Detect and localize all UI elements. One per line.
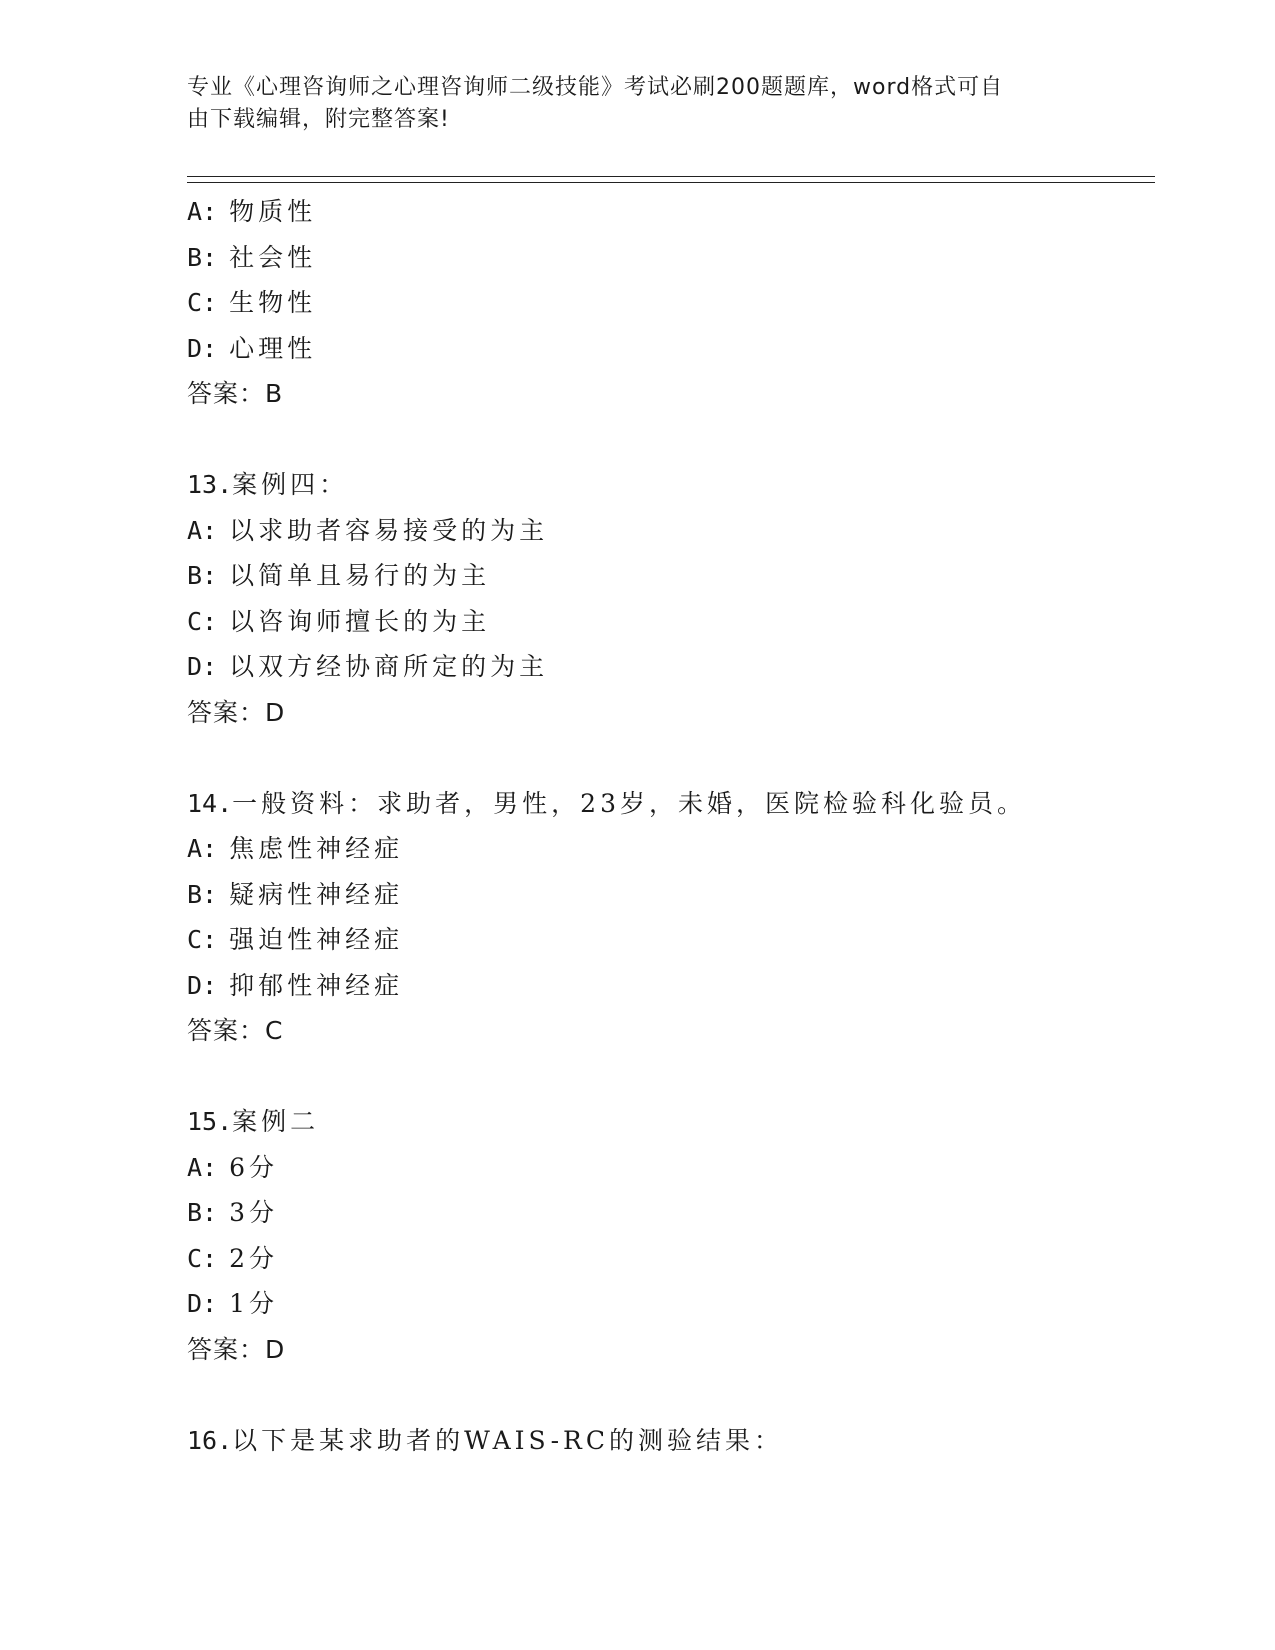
- option-text: 2分: [229, 1243, 278, 1273]
- option-text: 生物性: [229, 288, 317, 317]
- question-number: 13.: [187, 470, 233, 499]
- option-row: [187, 189, 1155, 235]
- option-row: [187, 1236, 1155, 1282]
- question-text: 案例四：: [232, 470, 349, 499]
- option-letter: B:: [187, 242, 218, 272]
- option-text: 以咨询师擅长的为主: [229, 606, 491, 636]
- question-text: 一般资料：求助者，男性，23岁，未婚，医院检验科化验员。: [232, 788, 1026, 818]
- question-list: [187, 189, 1155, 1463]
- spacer: [187, 1054, 1155, 1100]
- option-text: 6分: [229, 1152, 278, 1182]
- question-row: [187, 1418, 1155, 1464]
- answer-row: [187, 1008, 1155, 1054]
- option-text: 物质性: [229, 197, 317, 226]
- option-letter: C:: [187, 288, 218, 317]
- question-text: 以下是某求助者的WAIS-RC的测验结果：: [232, 1425, 783, 1455]
- question-number: 16.: [187, 1425, 233, 1455]
- answer-label: 答案：: [187, 379, 266, 408]
- option-letter: C:: [187, 925, 218, 954]
- option-letter: A:: [187, 197, 218, 226]
- header-divider-top: [187, 176, 1155, 177]
- option-letter: B:: [187, 1198, 218, 1227]
- option-row: [187, 1145, 1155, 1191]
- option-text: 以求助者容易接受的为主: [229, 515, 549, 545]
- option-row: [187, 508, 1155, 554]
- document-header: [187, 72, 1087, 136]
- option-row: [187, 917, 1155, 963]
- header-divider-bottom: [187, 182, 1155, 183]
- option-text: 以双方经协商所定的为主: [229, 652, 549, 681]
- header-line-2: 由下载编辑，附完整答案!: [187, 107, 450, 132]
- question-text: 案例二: [232, 1107, 320, 1136]
- option-text: 以简单且易行的为主: [229, 561, 491, 590]
- answer-row: [187, 371, 1155, 417]
- answer-label: 答案：: [187, 1016, 266, 1045]
- option-row: [187, 326, 1155, 372]
- option-row: [187, 235, 1155, 281]
- option-text: 社会性: [229, 242, 317, 272]
- answer-value: D: [265, 697, 286, 727]
- question-row: [187, 1099, 1155, 1145]
- option-letter: B:: [187, 879, 218, 909]
- option-letter: C:: [187, 606, 218, 636]
- option-row: [187, 280, 1155, 326]
- option-letter: A:: [187, 1152, 218, 1182]
- option-text: 心理性: [229, 333, 317, 363]
- option-text: 抑郁性神经症: [229, 970, 404, 1000]
- option-row: [187, 1281, 1155, 1327]
- question-row: [187, 781, 1155, 827]
- option-text: 强迫性神经症: [229, 925, 404, 954]
- option-text: 3分: [229, 1198, 278, 1227]
- option-letter: D:: [187, 333, 218, 363]
- answer-value: C: [265, 1016, 284, 1045]
- header-line-1: 专业《心理咨询师之心理咨询师二级技能》考试必刷200题题库，word格式可自: [187, 75, 1004, 100]
- spacer: [187, 417, 1155, 463]
- option-row: [187, 826, 1155, 872]
- answer-row: [187, 690, 1155, 736]
- option-text: 疑病性神经症: [229, 879, 404, 909]
- answer-row: [187, 1327, 1155, 1373]
- spacer: [187, 1372, 1155, 1418]
- option-row: [187, 872, 1155, 918]
- answer-value: D: [265, 1334, 286, 1364]
- option-letter: C:: [187, 1243, 218, 1273]
- option-text: 1分: [229, 1289, 278, 1318]
- answer-value: B: [265, 379, 284, 408]
- option-row: [187, 644, 1155, 690]
- option-letter: D:: [187, 970, 218, 1000]
- option-row: [187, 599, 1155, 645]
- spacer: [187, 735, 1155, 781]
- option-text: 焦虑性神经症: [229, 834, 404, 863]
- answer-label: 答案：: [187, 1334, 266, 1364]
- question-number: 15.: [187, 1107, 233, 1136]
- option-letter: A:: [187, 834, 218, 863]
- question-number: 14.: [187, 788, 233, 818]
- option-letter: A:: [187, 515, 218, 545]
- option-row: [187, 553, 1155, 599]
- option-letter: B:: [187, 561, 218, 590]
- option-row: [187, 1190, 1155, 1236]
- option-letter: D:: [187, 652, 218, 681]
- question-row: [187, 462, 1155, 508]
- option-letter: D:: [187, 1289, 218, 1318]
- option-row: [187, 963, 1155, 1009]
- answer-label: 答案：: [187, 697, 266, 727]
